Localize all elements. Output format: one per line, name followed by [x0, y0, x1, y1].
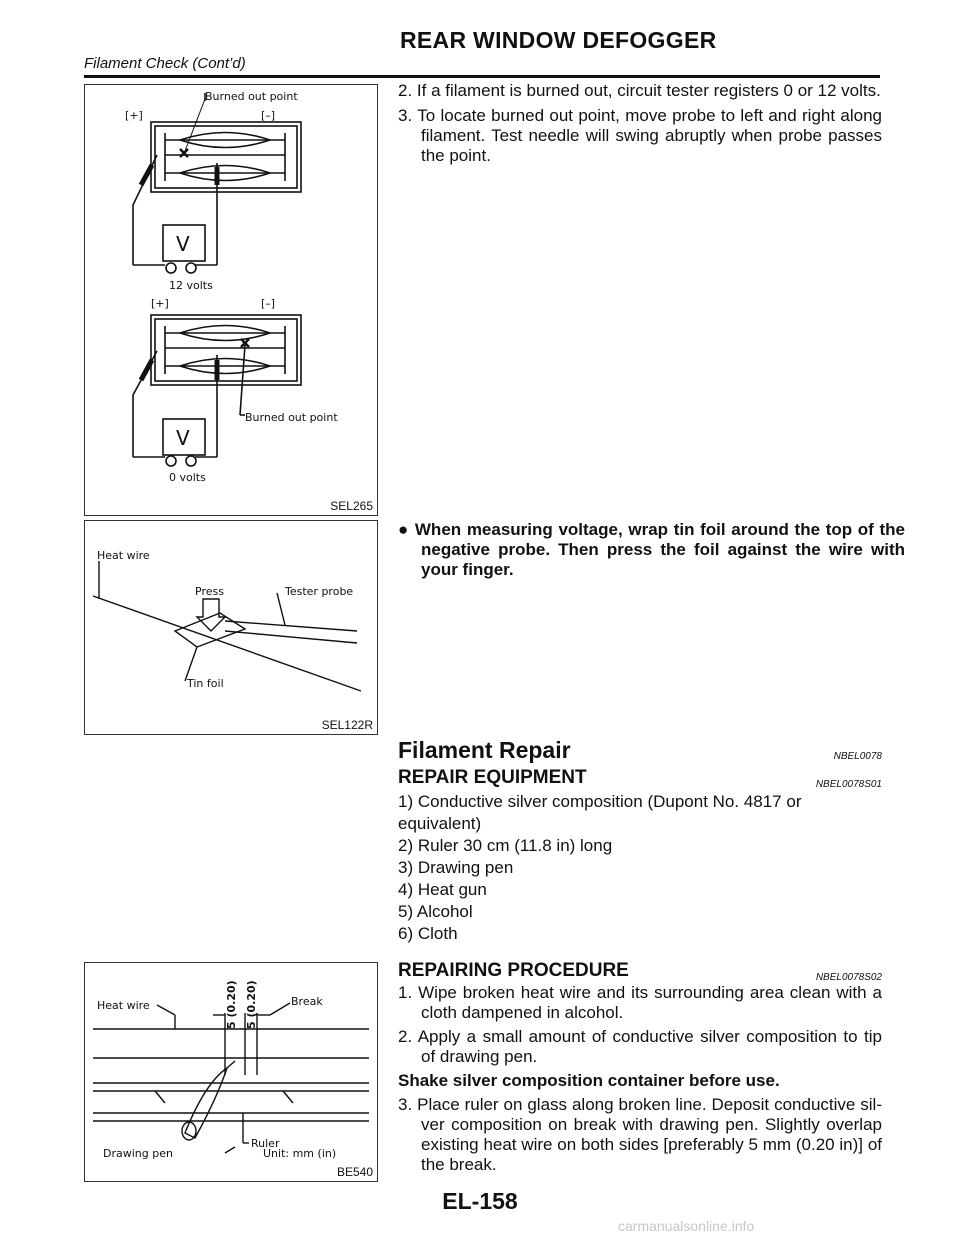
fig2-heat-wire-label: Heat wire	[97, 549, 150, 562]
procedure-step-1	[398, 983, 882, 1023]
fig1-volts-top: 12 volts	[169, 279, 213, 292]
step-number: 2.	[398, 81, 413, 100]
procedure-steps	[398, 983, 882, 1175]
fig2-tester-probe-label: Tester probe	[285, 585, 354, 598]
check-step-2	[398, 81, 882, 101]
figure-be540	[84, 962, 378, 1182]
fig3-ruler-label: Ruler	[251, 1137, 280, 1150]
fig1-meter-bottom: V	[176, 426, 190, 450]
subsection-title-procedure: REPAIRING PROCEDURE	[398, 960, 629, 981]
fig3-unit-label: Unit: mm (in)	[263, 1147, 337, 1160]
step-text: Wipe broken heat wire and its surrounding area clean with a cloth dampened in alcohol.	[418, 983, 882, 1022]
list-item: 4) Heat gun	[398, 880, 487, 899]
filament-repair-diagram	[85, 963, 377, 1181]
fig2-tin-foil-label: Tin foil	[187, 677, 224, 690]
filament-check-diagram	[85, 85, 377, 515]
header-rule	[84, 75, 880, 78]
step-number: 1.	[398, 983, 413, 1002]
step-text: Apply a small amount of conductive silver composition to tip of drawing pen.	[417, 1027, 882, 1066]
list-item: 6) Cloth	[398, 924, 458, 943]
list-item: 3) Drawing pen	[398, 858, 514, 877]
tin-foil-note	[398, 520, 905, 580]
fig1-volts-bottom: 0 volts	[169, 471, 206, 484]
page-title: REAR WINDOW DEFOGGER	[400, 27, 717, 53]
bullet-icon: ●	[398, 520, 410, 539]
tin-foil-probe-diagram	[85, 521, 377, 734]
watermark: carmanualsonline.info	[618, 1218, 755, 1234]
equipment-list	[398, 791, 882, 945]
fig3-break-label: Break	[291, 995, 323, 1008]
check-step-3	[398, 106, 882, 166]
fig1-minus-top: [–]	[261, 109, 276, 122]
section-code-filament-repair: NBEL0078	[833, 751, 882, 762]
fig3-dim1-label: 5 (0.20)	[225, 980, 238, 1029]
step-text: Place ruler on glass along broken line. Deposit conductive sil- ver composition on break with drawing pen. Slightly overlap existing heat wire on both sides [preferably 5 mm (0.20 in)] of the break.	[417, 1095, 882, 1174]
fig3-drawing-pen-label: Drawing pen	[103, 1147, 173, 1160]
fig3-heat-wire-label: Heat wire	[97, 999, 150, 1012]
bullet-text: When measuring voltage, wrap tin foil around the top of the negative probe. Then press the foil against the wire with your finger.	[414, 520, 905, 579]
step-number: 2.	[398, 1027, 413, 1046]
fig3-dim2-label: 5 (0.20)	[245, 980, 258, 1029]
step-number: 3.	[398, 1095, 413, 1114]
subsection-code-procedure: NBEL0078S02	[815, 972, 882, 983]
step-text: If a filament is burned out, circuit tester registers 0 or 12 volts.	[416, 81, 881, 100]
figure-code-be540: BE540	[336, 1165, 373, 1179]
step-text: To locate burned out point, move probe to left and right along filament. Test needle will swing abruptly when probe passes the point.	[417, 106, 882, 165]
procedure-step-3	[398, 1095, 882, 1175]
list-item: 5) Alcohol	[398, 902, 473, 921]
figure-code-sel265: SEL265	[330, 499, 373, 513]
fig1-burned-label-top: Burned out point	[205, 90, 298, 103]
fig2-press-label: Press	[195, 585, 224, 598]
list-item: 2) Ruler 30 cm (11.8 in) long	[398, 836, 613, 855]
step-number: 3.	[398, 106, 413, 125]
page-number: EL-158	[442, 1188, 518, 1214]
check-steps	[398, 81, 882, 166]
fig1-plus-top: [+]	[125, 109, 143, 122]
page-subtitle: Filament Check (Cont’d)	[84, 55, 246, 72]
fig1-burned-label-bottom: Burned out point	[245, 411, 338, 424]
figure-code-sel122r: SEL122R	[321, 718, 373, 732]
fig1-plus-bottom: [+]	[151, 297, 169, 310]
procedure-note: Shake silver composition container before use.	[398, 1071, 780, 1090]
fig1-minus-bottom: [–]	[261, 297, 276, 310]
figure-sel122r	[84, 520, 378, 735]
section-title-filament-repair: Filament Repair	[398, 737, 571, 763]
list-item: 1) Conductive silver composition (Dupont No. 4817 or equivalent)	[398, 792, 802, 833]
fig1-meter-top: V	[176, 232, 190, 256]
subsection-code-equipment: NBEL0078S01	[815, 779, 882, 790]
procedure-step-2	[398, 1027, 882, 1067]
subsection-title-equipment: REPAIR EQUIPMENT	[398, 767, 587, 788]
figure-sel265	[84, 84, 378, 516]
